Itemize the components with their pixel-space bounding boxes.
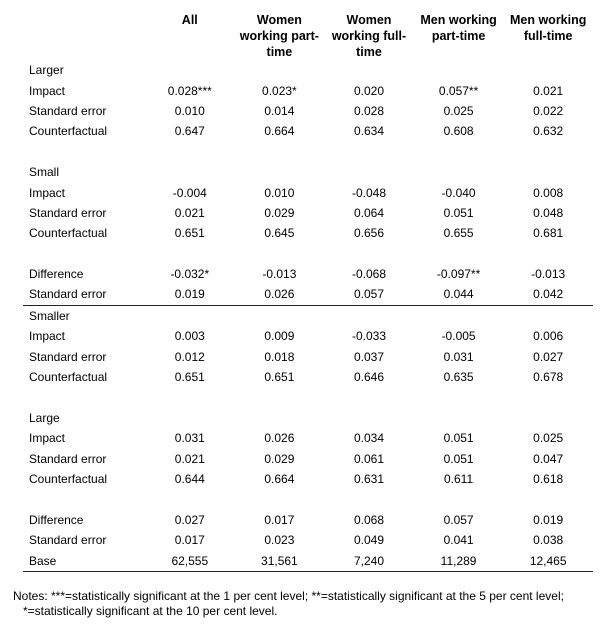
value-cell: 0.646	[353, 370, 384, 385]
value-cell: 0.023*	[262, 83, 297, 98]
empty-cell	[503, 142, 593, 162]
value-cell: 0.038	[533, 533, 564, 548]
value-cell: 0.681	[533, 226, 564, 241]
empty-cell	[324, 489, 414, 509]
value-cell: 0.051	[443, 205, 474, 220]
table-row	[23, 428, 593, 448]
table-row	[23, 264, 593, 284]
value-cell: 0.025	[533, 431, 564, 446]
notes-line-2: *=statistically significant at the 10 per cent level.	[23, 604, 278, 618]
table-notes	[13, 589, 598, 619]
section-heading-row	[23, 60, 593, 80]
table-row	[23, 203, 593, 223]
empty-cell	[23, 142, 145, 162]
table-row	[23, 326, 593, 346]
empty-cell	[235, 387, 325, 407]
column-header: Men working full-time	[509, 13, 587, 43]
value-cell: 0.631	[353, 472, 384, 486]
value-cell: 0.028***	[167, 83, 212, 98]
table-row	[23, 101, 593, 121]
row-label: Standard error	[29, 287, 107, 302]
table-row	[23, 510, 593, 530]
value-cell: 0.009	[264, 329, 295, 344]
row-label: Impact	[29, 329, 66, 344]
value-cell: 0.047	[533, 451, 564, 466]
value-cell: -0.005	[441, 329, 476, 344]
empty-cell	[324, 142, 414, 162]
value-cell: 0.021	[174, 451, 205, 466]
row-label: Base	[23, 550, 145, 571]
value-cell: 0.634	[353, 124, 384, 139]
column-header: Women working part-time	[239, 13, 319, 59]
value-cell: 7,240	[324, 550, 414, 571]
value-cell: 0.048	[533, 205, 564, 220]
value-cell: 0.031	[174, 431, 205, 446]
value-cell: -0.033	[351, 329, 386, 344]
table-row	[23, 346, 593, 366]
value-cell: 0.651	[264, 370, 295, 385]
empty-cell	[503, 244, 593, 264]
value-cell: 0.018	[264, 349, 295, 364]
value-cell: 0.064	[353, 205, 384, 220]
value-cell: 0.044	[443, 287, 474, 302]
empty-cell	[145, 60, 235, 80]
empty-cell	[503, 408, 593, 428]
empty-cell	[503, 387, 593, 407]
empty-cell	[414, 244, 504, 264]
value-cell: 0.010	[264, 185, 295, 200]
column-header: All	[181, 13, 198, 27]
value-cell: 0.019	[174, 287, 205, 302]
value-cell: 0.003	[174, 329, 205, 344]
table-row	[23, 182, 593, 202]
value-cell: 0.664	[264, 472, 295, 486]
empty-cell	[235, 244, 325, 264]
row-label: Difference	[29, 267, 84, 282]
empty-cell	[235, 489, 325, 509]
table-row	[23, 80, 593, 100]
value-cell: 0.057	[353, 287, 384, 302]
value-cell: 12,465	[503, 550, 593, 571]
value-cell: 0.014	[264, 103, 295, 118]
empty-cell	[145, 162, 235, 182]
empty-cell	[324, 408, 414, 428]
value-cell: 0.025	[443, 103, 474, 118]
value-cell: 0.037	[353, 349, 384, 364]
value-cell: -0.097**	[436, 267, 481, 282]
value-cell: -0.032*	[170, 267, 210, 282]
empty-cell	[145, 142, 235, 162]
value-cell: 0.017	[174, 533, 205, 548]
value-cell: 62,555	[145, 550, 235, 571]
value-cell: 0.678	[533, 370, 564, 385]
row-label: Difference	[29, 512, 84, 527]
row-label: Standard error	[29, 205, 107, 220]
table-row	[23, 448, 593, 468]
value-cell: 0.611	[444, 472, 474, 486]
empty-cell	[324, 60, 414, 80]
row-label: Counterfactual	[29, 226, 108, 241]
row-label: Counterfactual	[29, 370, 108, 385]
section-heading: Larger	[29, 63, 64, 78]
notes-line-1: Notes: ***=statistically significant at the 1 per cent level; **=statistically significant at the 5 per cent level;	[13, 589, 564, 603]
empty-cell	[503, 306, 593, 326]
section-heading: Smaller	[29, 308, 70, 323]
empty-cell	[145, 489, 235, 509]
value-cell: 0.632	[533, 124, 564, 139]
value-cell: 0.021	[533, 83, 564, 98]
value-cell: 0.608	[443, 124, 474, 139]
row-label: Impact	[29, 431, 66, 446]
section-heading: Small	[29, 165, 60, 180]
value-cell: 0.051	[443, 451, 474, 466]
empty-cell	[23, 489, 145, 509]
empty-cell	[414, 142, 504, 162]
value-cell: 0.008	[533, 185, 564, 200]
value-cell: 0.026	[264, 431, 295, 446]
empty-cell	[235, 142, 325, 162]
empty-cell	[235, 408, 325, 428]
value-cell: 0.635	[443, 370, 474, 385]
value-cell: -0.013	[262, 267, 297, 282]
value-cell: 0.057	[443, 512, 474, 527]
empty-cell	[414, 387, 504, 407]
row-label: Standard error	[29, 349, 107, 364]
value-cell: 11,289	[414, 550, 504, 571]
value-cell: 0.006	[533, 329, 564, 344]
value-cell: 0.034	[353, 431, 384, 446]
value-cell: 0.041	[443, 533, 474, 548]
empty-cell	[324, 244, 414, 264]
table-body	[23, 60, 593, 571]
value-cell: 0.057**	[438, 83, 479, 98]
value-cell: 0.651	[174, 226, 205, 241]
row-label: Impact	[29, 83, 66, 98]
value-cell: 0.656	[353, 226, 384, 241]
row-label: Standard error	[29, 103, 107, 118]
row-label: Counterfactual	[29, 472, 108, 486]
empty-cell	[23, 387, 145, 407]
value-cell: 0.019	[533, 512, 564, 527]
section-heading-row	[23, 408, 593, 428]
value-cell: -0.040	[441, 185, 476, 200]
empty-cell	[145, 244, 235, 264]
empty-cell	[145, 306, 235, 326]
value-cell: -0.068	[351, 267, 386, 282]
value-cell: 0.017	[264, 512, 295, 527]
empty-cell	[235, 162, 325, 182]
value-cell: 0.664	[264, 124, 295, 139]
value-cell: -0.013	[531, 267, 566, 282]
empty-cell	[145, 387, 235, 407]
value-cell: 0.021	[174, 205, 205, 220]
row-label: Counterfactual	[29, 124, 108, 139]
empty-cell	[414, 489, 504, 509]
spacer-row	[23, 489, 593, 509]
value-cell: 0.012	[174, 349, 205, 364]
table-row	[23, 223, 593, 243]
value-cell: 0.061	[353, 451, 384, 466]
section-heading-row	[23, 162, 593, 182]
value-cell: 0.029	[264, 451, 295, 466]
column-header: Women working full-time	[331, 13, 407, 59]
row-label: Standard error	[29, 451, 107, 466]
value-cell: 0.029	[264, 205, 295, 220]
empty-cell	[414, 60, 504, 80]
row-label: Standard error	[29, 533, 107, 548]
value-cell: -0.048	[351, 185, 386, 200]
results-table	[23, 8, 593, 572]
empty-cell	[503, 162, 593, 182]
section-heading-row	[23, 306, 593, 326]
empty-cell	[235, 306, 325, 326]
empty-cell	[324, 162, 414, 182]
value-cell: 0.049	[353, 533, 384, 548]
table-row	[23, 367, 593, 387]
empty-cell	[503, 489, 593, 509]
value-cell: 0.645	[264, 226, 295, 241]
value-cell: 0.042	[533, 287, 564, 302]
table-row	[23, 530, 593, 550]
value-cell: 0.051	[443, 431, 474, 446]
value-cell: 0.023	[264, 533, 295, 548]
value-cell: 0.647	[174, 124, 205, 139]
empty-cell	[145, 408, 235, 428]
table-row	[23, 469, 593, 489]
table-row	[23, 121, 593, 141]
spacer-row	[23, 142, 593, 162]
value-cell: 0.028	[353, 103, 384, 118]
table-row	[23, 284, 593, 305]
empty-cell	[414, 162, 504, 182]
header-row	[23, 8, 593, 60]
empty-cell	[23, 244, 145, 264]
value-cell: 0.644	[174, 472, 205, 486]
value-cell: 0.020	[353, 83, 384, 98]
empty-cell	[235, 60, 325, 80]
empty-cell	[414, 408, 504, 428]
column-header	[23, 8, 145, 60]
value-cell: 0.027	[174, 512, 205, 527]
spacer-row	[23, 244, 593, 264]
value-cell: 0.022	[533, 103, 564, 118]
spacer-row	[23, 387, 593, 407]
empty-cell	[324, 306, 414, 326]
empty-cell	[324, 387, 414, 407]
value-cell: 0.031	[443, 349, 474, 364]
section-heading: Large	[29, 410, 60, 425]
column-header: Men working part-time	[420, 13, 497, 43]
value-cell: 0.651	[174, 370, 205, 385]
table-row	[23, 550, 593, 571]
value-cell: 0.068	[353, 512, 384, 527]
value-cell: 0.026	[264, 287, 295, 302]
value-cell: 31,561	[235, 550, 325, 571]
value-cell: 0.010	[174, 103, 205, 118]
value-cell: 0.027	[533, 349, 564, 364]
row-label: Impact	[29, 185, 66, 200]
empty-cell	[503, 60, 593, 80]
empty-cell	[414, 306, 504, 326]
value-cell: 0.655	[443, 226, 474, 241]
value-cell: 0.618	[533, 472, 564, 486]
value-cell: -0.004	[172, 185, 207, 200]
